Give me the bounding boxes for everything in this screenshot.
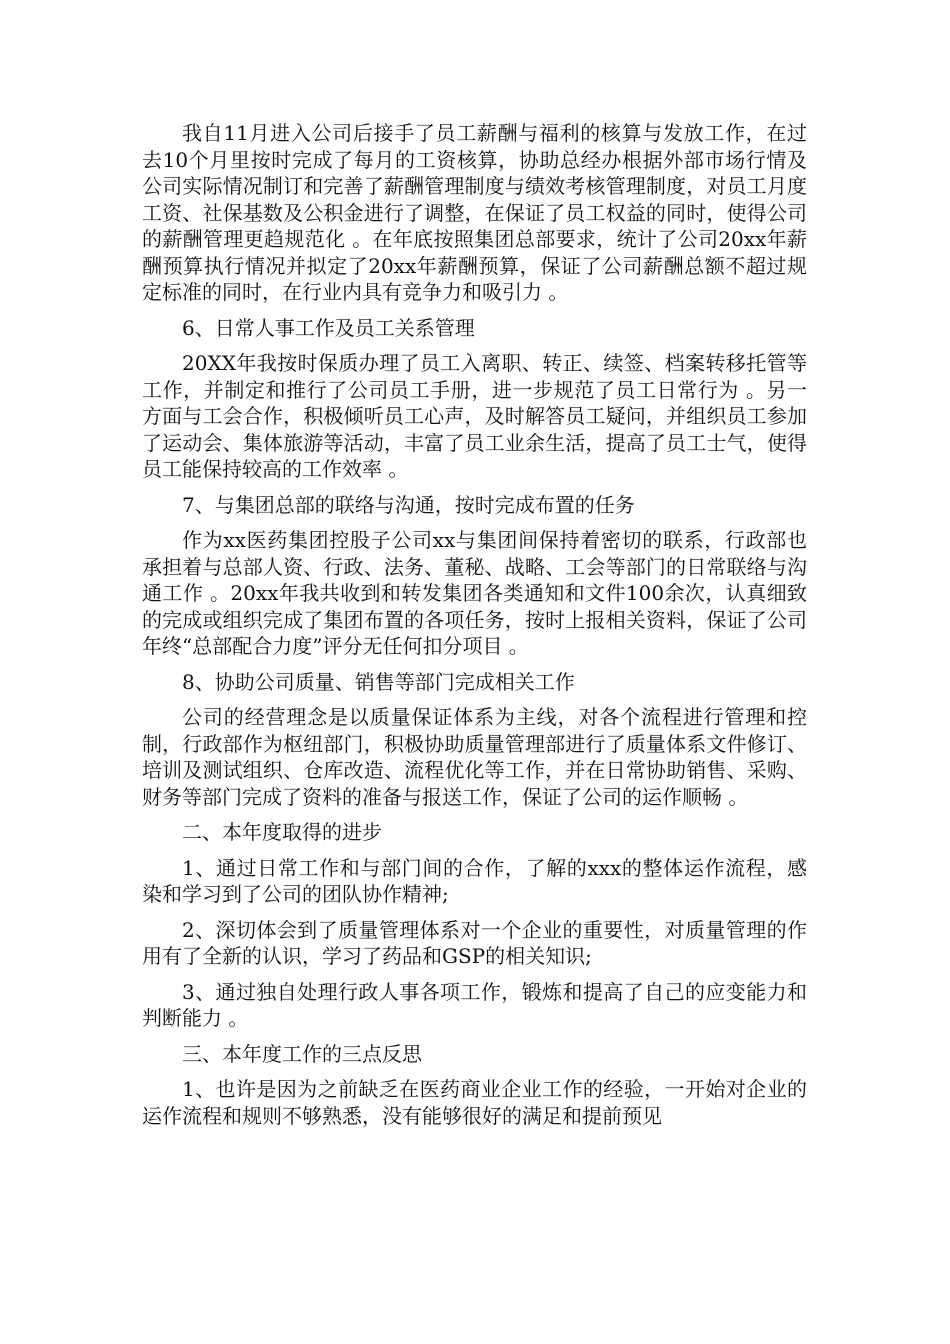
paragraph-group-liaison: 作为xx医药集团控股子公司xx与集团间保持着密切的联系，行政部也承担着与总部人资、行政、法务、董秘、战略、工会等部门的日常联络与沟通工作 。20xx年我共收到和转发集团各类通知和文件100余次，认真细致的完成或组织完成了集团布置的各项任务，按时上报相关资料，保证了公司年终“总部配合力度”评分无任何扣分项目 。 (142, 528, 807, 658)
heading-group-liaison: 7、与集团总部的联络与沟通，按时完成布置的任务 (182, 492, 635, 517)
paragraph-assist-departments: 公司的经营理念是以质量保证体系为主线，对各个流程进行管理和控制，行政部作为枢纽部门，积极协助质量管理部进行了质量体系文件修订、培训及测试组织、仓库改造、流程优化等工作，并在日常协助销售、采购、财务等部门完成了资料的准备与报送工作，保证了公司的运作顺畅 。 (142, 705, 807, 809)
paragraph-daily-hr: 20XX年我按时保质办理了员工入离职、转正、续签、档案转移托管等工作，并制定和推行了公司员工手册，进一步规范了员工日常行为 。另一方面与工会合作，积极倾听员工心声，及时解答员工疑问，并组织员工参加了运动会、集体旅游等活动，丰富了员工业余生活，提高了员工士气，使得员工能保持较高的工作效率 。 (142, 351, 807, 481)
paragraph-reflection-1: 1、也许是因为之前缺乏在医药商业企业工作的经验，一开始对企业的运作流程和规则不够熟悉，没有能够很好的满足和提前预见 (142, 1077, 807, 1128)
heading-progress: 二、本年度取得的进步 (182, 820, 382, 844)
heading-reflection: 三、本年度工作的三点反思 (182, 1041, 422, 1066)
paragraph-progress-3: 3、通过独自处理行政人事各项工作，锻炼和提高了自己的应变能力和判断能力 。 (142, 979, 807, 1030)
paragraph-salary: 我自11月进入公司后接手了员工薪酬与福利的核算与发放工作，在过去10个月里按时完成了每月的工资核算，协助总经办根据外部市场行情及公司实际情况制订和完善了薪酬管理制度与绩效考核管理制度，对员工月度工资、社保基数及公积金进行了调整，在保证了员工权益的同时，使得公司的薪酬管理更趋规范化 。在年底按照集团总部要求，统计了公司20xx年薪酬预算执行情况并拟定了20xx年薪酬预算，保证了公司薪酬总额不超过规定标准的同时，在行业内具有竞争力和吸引力 。 (142, 121, 807, 304)
heading-assist-departments: 8、协助公司质量、销售等部门完成相关工作 (182, 669, 575, 694)
heading-daily-hr: 6、日常人事工作及员工关系管理 (182, 315, 475, 340)
paragraph-progress-1: 1、通过日常工作和与部门间的合作，了解的xxx的整体运作流程，感染和学习到了公司的团队协作精神; (142, 855, 807, 906)
document-body (142, 120, 807, 1138)
paragraph-progress-2: 2、深切体会到了质量管理体系对一个企业的重要性，对质量管理的作用有了全新的认识，学习了药品和GSP的相关知识; (142, 917, 807, 968)
